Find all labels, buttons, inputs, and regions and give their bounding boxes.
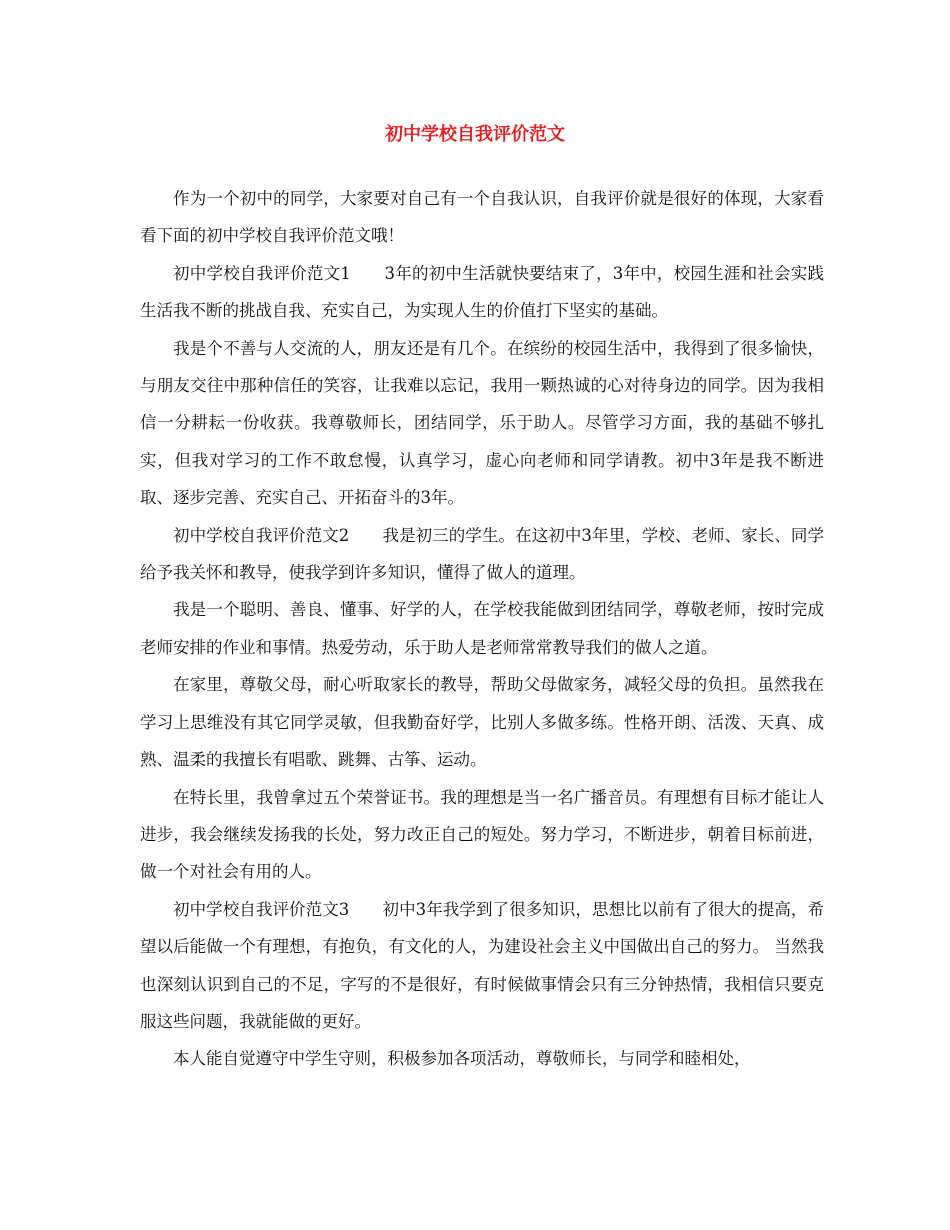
- paragraph-sample-2-body-a: 我是一个聪明、善良、懂事、好学的人，在学校我能做到团结同学，尊敬老师，按时完成老师安排的作业和事情。热爱劳动，乐于助人是老师常常教导我们的做人之道。: [140, 600, 824, 657]
- paragraph-sample-3-heading: 初中学校自我评价范文3 初中3年我学到了很多知识，思想比以前有了很大的提高，希望以后能做一个有理想，有抱负，有文化的人，为建设社会主义中国做出自己的努力。 当然我也深刻认识到自己的不足，字写的不是很好，有时候做事情会只有三分钟热情，我相信只要克服这些问题，我就能做的更好。: [140, 899, 824, 1031]
- paragraph-sample-2-body-c: 在特长里，我曾拿过五个荣誉证书。我的理想是当一名广播音员。有理想有目标才能让人进步，我会继续发扬我的长处，努力改正自己的短处。努力学习，不断进步，朝着目标前进，做一个对社会有用的人。: [140, 787, 824, 882]
- paragraph-intro: 作为一个初中的同学，大家要对自己有一个自我认识，自我评价就是很好的体现，大家看看下面的初中学校自我评价范文哦！: [140, 189, 824, 246]
- paragraph-sample-3-body: 本人能自觉遵守中学生守则，积极参加各项活动，尊敬师长，与同学和睦相处，: [173, 1049, 751, 1069]
- paragraph-sample-2-heading: 初中学校自我评价范文2 我是初三的学生。在这初中3年里，学校、老师、家长、同学给予我关怀和教导，使我学到许多知识，懂得了做人的道理。: [140, 525, 824, 583]
- paragraph-sample-2-body-b: 在家里，尊敬父母，耐心听取家长的教导，帮助父母做家务，减轻父母的负担。虽然我在学习上思维没有其它同学灵敏，但我勤奋好学，比别人多做多练。性格开朗、活泼、天真、成熟、温柔的我擅长有唱歌、跳舞、古筝、运动。: [140, 675, 824, 770]
- paragraph-sample-1-heading: 初中学校自我评价范文1 3年的初中生活就快要结束了，3年中，校园生涯和社会实践生活我不断的挑战自我、充实自己，为实现人生的价值打下坚实的基础。: [140, 263, 824, 321]
- document-body: [140, 180, 824, 1078]
- document-title: 初中学校自我评价范文: [385, 124, 565, 145]
- paragraph-sample-1-body: 我是个不善与人交流的人，朋友还是有几个。在缤纷的校园生活中，我得到了很多愉快，与朋友交往中那种信任的笑容，让我难以忘记，我用一颗热诚的心对待身边的同学。因为我相信一分耕耘一份收获。我尊敬师长，团结同学，乐于助人。尽管学习方面，我的基础不够扎实，但我对学习的工作不敢怠慢，认真学习，虚心向老师和同学请教。初中3年是我不断进取、逐步完善、充实自己、开拓奋斗的3年。: [140, 338, 824, 508]
